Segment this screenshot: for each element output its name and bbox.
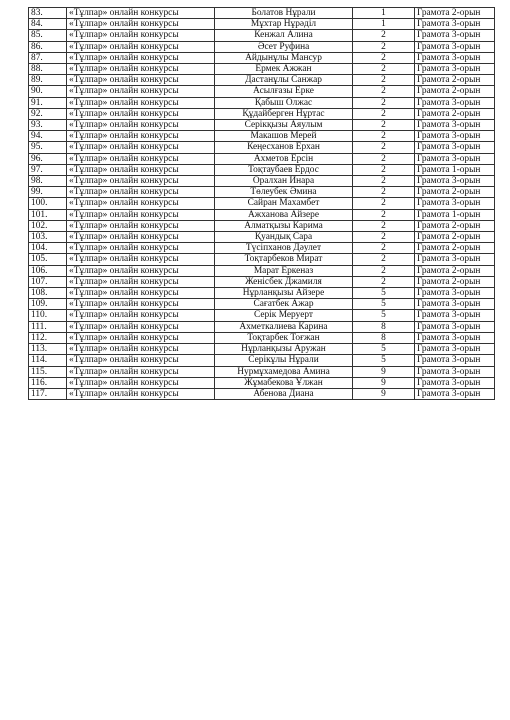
table-row xyxy=(29,164,495,175)
competition-name: «Тұлпар» онлайн конкурсы xyxy=(67,344,215,355)
participant-name: Марат Еркеназ xyxy=(215,265,353,276)
grade-cell: 5 xyxy=(353,288,415,299)
participant-name: Нұрланқызы Айзере xyxy=(215,288,353,299)
competition-name: «Тұлпар» онлайн конкурсы xyxy=(67,187,215,198)
table-row xyxy=(29,220,495,231)
grade-cell: 2 xyxy=(353,265,415,276)
document-page xyxy=(28,7,494,400)
table-row xyxy=(29,254,495,265)
award-cell: Грамота 2-орын xyxy=(415,187,495,198)
award-cell: Грамота 3-орын xyxy=(415,52,495,63)
grade-cell: 2 xyxy=(353,153,415,164)
participant-name: Болатов Нұрали xyxy=(215,8,353,19)
grade-cell: 2 xyxy=(353,120,415,131)
grade-cell: 2 xyxy=(353,209,415,220)
row-number: 94. xyxy=(29,131,67,142)
row-number: 85. xyxy=(29,30,67,41)
award-cell: Грамота 2-орын xyxy=(415,75,495,86)
grade-cell: 2 xyxy=(353,232,415,243)
table-row xyxy=(29,288,495,299)
competition-name: «Тұлпар» онлайн конкурсы xyxy=(67,8,215,19)
grade-cell: 2 xyxy=(353,41,415,52)
award-cell: Грамота 3-орын xyxy=(415,299,495,310)
award-cell: Грамота 2-орын xyxy=(415,108,495,119)
award-cell: Грамота 2-орын xyxy=(415,86,495,97)
results-table-body xyxy=(29,8,495,400)
grade-cell: 2 xyxy=(353,187,415,198)
table-row xyxy=(29,198,495,209)
participant-name: Дастанұлы Санжар xyxy=(215,75,353,86)
participant-name: Әсет Руфина xyxy=(215,41,353,52)
participant-name: Тоқтаубаев Ердос xyxy=(215,164,353,175)
award-cell: Грамота 3-орын xyxy=(415,254,495,265)
row-number: 105. xyxy=(29,254,67,265)
competition-name: «Тұлпар» онлайн конкурсы xyxy=(67,176,215,187)
table-row xyxy=(29,30,495,41)
row-number: 88. xyxy=(29,64,67,75)
competition-name: «Тұлпар» онлайн конкурсы xyxy=(67,310,215,321)
table-row xyxy=(29,64,495,75)
row-number: 101. xyxy=(29,209,67,220)
award-cell: Грамота 3-орын xyxy=(415,30,495,41)
row-number: 96. xyxy=(29,153,67,164)
grade-cell: 9 xyxy=(353,388,415,399)
row-number: 87. xyxy=(29,52,67,63)
row-number: 98. xyxy=(29,176,67,187)
award-cell: Грамота 3-орын xyxy=(415,64,495,75)
award-cell: Грамота 3-орын xyxy=(415,288,495,299)
table-row xyxy=(29,176,495,187)
row-number: 110. xyxy=(29,310,67,321)
participant-name: Ахметов Ерсін xyxy=(215,153,353,164)
participant-name: Серікқызы Аяулым xyxy=(215,120,353,131)
award-cell: Грамота 1-орын xyxy=(415,209,495,220)
row-number: 113. xyxy=(29,344,67,355)
competition-name: «Тұлпар» онлайн конкурсы xyxy=(67,232,215,243)
award-cell: Грамота 3-орын xyxy=(415,332,495,343)
grade-cell: 2 xyxy=(353,131,415,142)
competition-name: «Тұлпар» онлайн конкурсы xyxy=(67,52,215,63)
participant-name: Қабыш Олжас xyxy=(215,97,353,108)
table-row xyxy=(29,97,495,108)
competition-name: «Тұлпар» онлайн конкурсы xyxy=(67,97,215,108)
table-row xyxy=(29,366,495,377)
table-row xyxy=(29,108,495,119)
grade-cell: 5 xyxy=(353,344,415,355)
award-cell: Грамота 3-орын xyxy=(415,344,495,355)
participant-name: Нұрланқызы Аружан xyxy=(215,344,353,355)
competition-name: «Тұлпар» онлайн конкурсы xyxy=(67,142,215,153)
competition-name: «Тұлпар» онлайн конкурсы xyxy=(67,75,215,86)
participant-name: Ажханова Айзере xyxy=(215,209,353,220)
row-number: 107. xyxy=(29,276,67,287)
grade-cell: 2 xyxy=(353,176,415,187)
award-cell: Грамота 3-орын xyxy=(415,366,495,377)
table-row xyxy=(29,52,495,63)
table-row xyxy=(29,120,495,131)
competition-name: «Тұлпар» онлайн конкурсы xyxy=(67,355,215,366)
row-number: 109. xyxy=(29,299,67,310)
table-row xyxy=(29,321,495,332)
grade-cell: 2 xyxy=(353,243,415,254)
grade-cell: 2 xyxy=(353,75,415,86)
results-table xyxy=(28,7,495,400)
grade-cell: 2 xyxy=(353,198,415,209)
competition-name: «Тұлпар» онлайн конкурсы xyxy=(67,288,215,299)
participant-name: Макашов Мерей xyxy=(215,131,353,142)
award-cell: Грамота 3-орын xyxy=(415,97,495,108)
row-number: 90. xyxy=(29,86,67,97)
grade-cell: 2 xyxy=(353,164,415,175)
competition-name: «Тұлпар» онлайн конкурсы xyxy=(67,254,215,265)
table-row xyxy=(29,86,495,97)
grade-cell: 2 xyxy=(353,97,415,108)
participant-name: Кенжал Алина xyxy=(215,30,353,41)
participant-name: Алматқызы Карима xyxy=(215,220,353,231)
competition-name: «Тұлпар» онлайн конкурсы xyxy=(67,388,215,399)
competition-name: «Тұлпар» онлайн конкурсы xyxy=(67,120,215,131)
competition-name: «Тұлпар» онлайн конкурсы xyxy=(67,366,215,377)
grade-cell: 1 xyxy=(353,8,415,19)
participant-name: Тоқтарбеков Мират xyxy=(215,254,353,265)
table-row xyxy=(29,232,495,243)
grade-cell: 2 xyxy=(353,86,415,97)
competition-name: «Тұлпар» онлайн конкурсы xyxy=(67,220,215,231)
competition-name: «Тұлпар» онлайн конкурсы xyxy=(67,164,215,175)
participant-name: Тоқтарбек Тоғжан xyxy=(215,332,353,343)
table-row xyxy=(29,153,495,164)
participant-name: Оралхан Инара xyxy=(215,176,353,187)
table-row xyxy=(29,209,495,220)
award-cell: Грамота 1-орын xyxy=(415,164,495,175)
grade-cell: 9 xyxy=(353,366,415,377)
award-cell: Грамота 3-орын xyxy=(415,41,495,52)
award-cell: Грамота 2-орын xyxy=(415,265,495,276)
competition-name: «Тұлпар» онлайн конкурсы xyxy=(67,209,215,220)
grade-cell: 8 xyxy=(353,332,415,343)
award-cell: Грамота 3-орын xyxy=(415,388,495,399)
table-row xyxy=(29,310,495,321)
grade-cell: 9 xyxy=(353,377,415,388)
row-number: 91. xyxy=(29,97,67,108)
competition-name: «Тұлпар» онлайн конкурсы xyxy=(67,153,215,164)
award-cell: Грамота 3-орын xyxy=(415,321,495,332)
award-cell: Грамота 3-орын xyxy=(415,142,495,153)
row-number: 103. xyxy=(29,232,67,243)
grade-cell: 2 xyxy=(353,254,415,265)
participant-name: Ахметкалиева Карина xyxy=(215,321,353,332)
award-cell: Грамота 3-орын xyxy=(415,120,495,131)
competition-name: «Тұлпар» онлайн конкурсы xyxy=(67,243,215,254)
table-row xyxy=(29,41,495,52)
competition-name: «Тұлпар» онлайн конкурсы xyxy=(67,19,215,30)
row-number: 84. xyxy=(29,19,67,30)
table-row xyxy=(29,265,495,276)
participant-name: Сағатбек Ажар xyxy=(215,299,353,310)
row-number: 115. xyxy=(29,366,67,377)
participant-name: Асылғазы Ерке xyxy=(215,86,353,97)
grade-cell: 2 xyxy=(353,108,415,119)
competition-name: «Тұлпар» онлайн конкурсы xyxy=(67,321,215,332)
award-cell: Грамота 3-орын xyxy=(415,355,495,366)
row-number: 108. xyxy=(29,288,67,299)
table-row xyxy=(29,19,495,30)
participant-name: Серік Меруерт xyxy=(215,310,353,321)
grade-cell: 1 xyxy=(353,19,415,30)
participant-name: Қуандық Сара xyxy=(215,232,353,243)
row-number: 86. xyxy=(29,41,67,52)
grade-cell: 2 xyxy=(353,276,415,287)
participant-name: Төлеубек Әмина xyxy=(215,187,353,198)
participant-name: Айдынұлы Мансур xyxy=(215,52,353,63)
table-row xyxy=(29,377,495,388)
award-cell: Грамота 2-орын xyxy=(415,276,495,287)
grade-cell: 2 xyxy=(353,220,415,231)
award-cell: Грамота 2-орын xyxy=(415,8,495,19)
participant-name: Мұхтар Нұрәділ xyxy=(215,19,353,30)
row-number: 99. xyxy=(29,187,67,198)
table-row xyxy=(29,355,495,366)
grade-cell: 2 xyxy=(353,64,415,75)
grade-cell: 5 xyxy=(353,310,415,321)
grade-cell: 5 xyxy=(353,355,415,366)
award-cell: Грамота 2-орын xyxy=(415,232,495,243)
table-row xyxy=(29,187,495,198)
competition-name: «Тұлпар» онлайн конкурсы xyxy=(67,299,215,310)
row-number: 102. xyxy=(29,220,67,231)
competition-name: «Тұлпар» онлайн конкурсы xyxy=(67,377,215,388)
row-number: 114. xyxy=(29,355,67,366)
competition-name: «Тұлпар» онлайн конкурсы xyxy=(67,332,215,343)
competition-name: «Тұлпар» онлайн конкурсы xyxy=(67,108,215,119)
competition-name: «Тұлпар» онлайн конкурсы xyxy=(67,41,215,52)
competition-name: «Тұлпар» онлайн конкурсы xyxy=(67,86,215,97)
row-number: 100. xyxy=(29,198,67,209)
table-row xyxy=(29,243,495,254)
award-cell: Грамота 3-орын xyxy=(415,377,495,388)
participant-name: Құдайберген Нұртас xyxy=(215,108,353,119)
participant-name: Нурмұхамедова Амина xyxy=(215,366,353,377)
table-row xyxy=(29,142,495,153)
row-number: 106. xyxy=(29,265,67,276)
row-number: 117. xyxy=(29,388,67,399)
participant-name: Түсіпханов Дәулет xyxy=(215,243,353,254)
table-row xyxy=(29,75,495,86)
grade-cell: 2 xyxy=(353,30,415,41)
grade-cell: 8 xyxy=(353,321,415,332)
participant-name: Женісбек Джамиля xyxy=(215,276,353,287)
competition-name: «Тұлпар» онлайн конкурсы xyxy=(67,64,215,75)
competition-name: «Тұлпар» онлайн конкурсы xyxy=(67,131,215,142)
row-number: 104. xyxy=(29,243,67,254)
row-number: 83. xyxy=(29,8,67,19)
participant-name: Серікұлы Нұрали xyxy=(215,355,353,366)
table-row xyxy=(29,332,495,343)
competition-name: «Тұлпар» онлайн конкурсы xyxy=(67,276,215,287)
participant-name: Жұмабекова Ұлжан xyxy=(215,377,353,388)
participant-name: Абенова Диана xyxy=(215,388,353,399)
row-number: 95. xyxy=(29,142,67,153)
participant-name: Ермек Ажжан xyxy=(215,64,353,75)
competition-name: «Тұлпар» онлайн конкурсы xyxy=(67,30,215,41)
award-cell: Грамота 3-орын xyxy=(415,176,495,187)
participant-name: Сайран Махамбет xyxy=(215,198,353,209)
award-cell: Грамота 3-орын xyxy=(415,19,495,30)
award-cell: Грамота 3-орын xyxy=(415,131,495,142)
grade-cell: 2 xyxy=(353,142,415,153)
table-row xyxy=(29,344,495,355)
grade-cell: 2 xyxy=(353,52,415,63)
award-cell: Грамота 3-орын xyxy=(415,198,495,209)
row-number: 89. xyxy=(29,75,67,86)
table-row xyxy=(29,299,495,310)
row-number: 116. xyxy=(29,377,67,388)
row-number: 112. xyxy=(29,332,67,343)
award-cell: Грамота 3-орын xyxy=(415,310,495,321)
award-cell: Грамота 3-орын xyxy=(415,153,495,164)
competition-name: «Тұлпар» онлайн конкурсы xyxy=(67,265,215,276)
table-row xyxy=(29,388,495,399)
award-cell: Грамота 2-орын xyxy=(415,220,495,231)
table-row xyxy=(29,131,495,142)
row-number: 92. xyxy=(29,108,67,119)
row-number: 97. xyxy=(29,164,67,175)
table-row xyxy=(29,8,495,19)
award-cell: Грамота 2-орын xyxy=(415,243,495,254)
participant-name: Кеңесханов Ерхан xyxy=(215,142,353,153)
competition-name: «Тұлпар» онлайн конкурсы xyxy=(67,198,215,209)
row-number: 93. xyxy=(29,120,67,131)
table-row xyxy=(29,276,495,287)
grade-cell: 5 xyxy=(353,299,415,310)
row-number: 111. xyxy=(29,321,67,332)
